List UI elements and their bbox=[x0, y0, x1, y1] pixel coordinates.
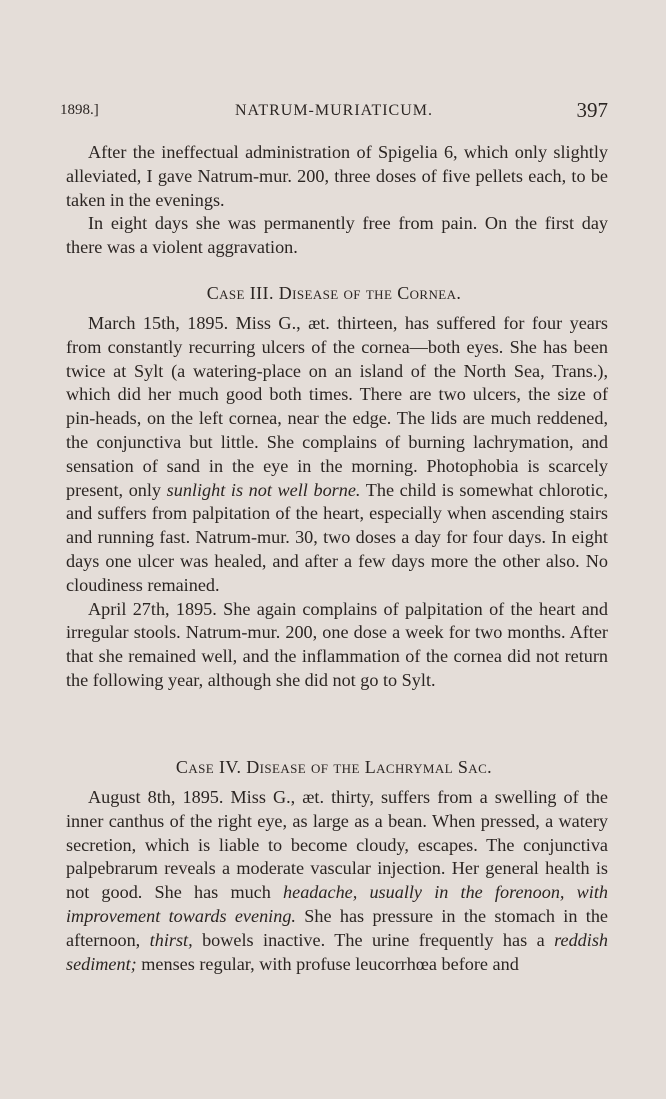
case-4-p1-text-b: She has pressure in the stomach in the afternoon, bbox=[66, 905, 608, 950]
case-4-p1-text-a: August 8th, 1895. Miss G., æt. thirty, suffers from a swelling of the inner canthus of the right eye, as large as a bean. When pressed, a watery secretion, which is liable to become cloudy, escapes. The conjunctiva palpebrarum reveals a moderate vascular injection. Her general health is not good. She has much bbox=[66, 787, 608, 903]
case-3-p1-text-b: The child is somewhat chlorotic, and suffers from palpitation of the heart, especially when ascending stairs and running fast. Natrum-mur. 30, two doses a day for four days. In eight days one ulcer was healed, and after a few days more the other also. No cloudiness remained. bbox=[66, 479, 608, 595]
case-3-p1-italic: sunlight is not well borne. bbox=[166, 479, 361, 500]
header-title: NATRUM-MURIATICUM. bbox=[234, 102, 433, 119]
case-4-section bbox=[66, 786, 608, 976]
case-3-paragraph-1 bbox=[66, 312, 608, 598]
case-4-paragraph-1 bbox=[66, 786, 608, 976]
case-3-heading: Case III. Disease of the Cornea. bbox=[206, 283, 462, 303]
intro-paragraph-2: In eight days she was permanently free from pain. On the first day there was a violent aggravation. bbox=[66, 213, 608, 258]
page-number: 397 bbox=[576, 98, 608, 122]
case-4-heading: Case IV. Disease of the Lachrymal Sac. bbox=[175, 757, 493, 777]
case-3-paragraph-2: April 27th, 1895. She again complains of palpitation of the heart and irregular stools. Natrum-mur. 200, one dose a week for two months. After that she remained well, and the inflammation of the cornea did not return the following year, although she did not go to Sylt. bbox=[66, 598, 608, 690]
case-4-p1-text-d: menses regular, with profuse leucorrhœa before and bbox=[136, 953, 519, 974]
case-4-p1-text-c: bowels inactive. The urine frequently has a bbox=[192, 929, 555, 950]
intro-paragraph-1: After the ineffectual administration of Spigelia 6, which only slightly alleviated, I gave Natrum-mur. 200, three doses of five pellets each, to be taken in the evenings. bbox=[66, 142, 608, 210]
case-3-p1-text-a: March 15th, 1895. Miss G., æt. thirteen, has suffered for four years from constantly recurring ulcers of the cornea—both eyes. She has been twice at Sylt (a watering-place on an island of the North Sea, Trans.), which did her much good both times. There are two ulcers, the size of pin-heads, on the left cornea, near the edge. The lids are much reddened, the conjunctiva but little. She complains of burning lachrymation, and sensation of sand in the eye in the morning. Photophobia is scarcely present, only bbox=[66, 313, 608, 500]
case-3-section bbox=[66, 312, 608, 693]
case-4-p1-italic-2: thirst, bbox=[149, 929, 193, 950]
header-year: 1898.] bbox=[60, 102, 99, 118]
running-header bbox=[60, 100, 608, 126]
case-4-p1-italic-1: headache, usually in the forenoon, with improvement towards evening. bbox=[66, 882, 608, 926]
case-4-p1-italic-3: reddish sediment; bbox=[66, 929, 608, 974]
intro-section bbox=[66, 141, 608, 260]
